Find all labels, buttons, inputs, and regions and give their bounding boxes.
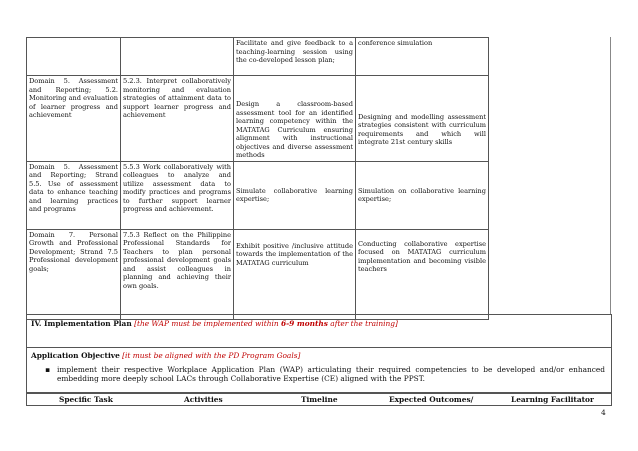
page-number: 4: [601, 408, 606, 417]
domain-cell: Domain 5. Assessment and Reporting; Strand 5.5. Use of assessment data to enhance teaching and learning practices and programs: [27, 161, 121, 229]
output-cell: Simulation on collaborative learning expertise;: [356, 161, 489, 229]
indicator-cell: 5.2.3. Interpret collaboratively monitoring and evaluation strategies of attainment data to support learner progress and achievement: [121, 76, 234, 162]
application-objective-section: [26, 347, 612, 393]
header-expected-outcomes: Expected Outcomes/: [389, 395, 474, 404]
activity-cell: Facilitate and give feedback to a teaching-learning session using the co-developed lesson plan;: [234, 38, 356, 76]
indicator-cell: [121, 38, 234, 76]
application-objective-note: [it must be aligned with the PD Program Goals]: [122, 351, 301, 360]
table-row: [27, 38, 489, 76]
indicator-cell: 5.5.3 Work collaboratively with colleagues to analyze and utilize assessment data to modify practices and programs to further support learner progress and achievement.: [121, 161, 234, 229]
competency-table: [26, 37, 489, 320]
application-objective-heading: Application Objective: [31, 351, 120, 360]
bullet-icon: ▪: [45, 365, 51, 374]
domain-cell: Domain 5. Assessment and Reporting; 5.2. Monitoring and evaluation of learner progress and achievement: [27, 76, 121, 162]
domain-cell: Domain 7. Personal Growth and Professional Development; Strand 7.5 Professional development goals;: [27, 229, 121, 319]
header-timeline: Timeline: [301, 395, 338, 404]
activity-cell: Simulate collaborative learning expertise;: [234, 161, 356, 229]
objective-bullet-text: implement their respective Workplace Application Plan (WAP) articulating their required competencies to be developed and/or enhanced embedding more deeply school LACs through Collaborative Expertise (CE) aligned with the PPST.: [57, 365, 605, 383]
implementation-note: [the WAP must be implemented within 6-9 months after the training]: [134, 319, 398, 328]
table-right-border: [610, 37, 611, 315]
activity-cell: Exhibit positive /inclusive attitude towards the implementation of the MATATAG curriculum: [234, 229, 356, 319]
output-cell: Conducting collaborative expertise focused on MATATAG curriculum implementation and becoming visible teachers: [356, 229, 489, 319]
table-row: [27, 161, 489, 229]
indicator-cell: 7.5.3 Reflect on the Philippine Professional Standards for Teachers to plan personal professional development goals and assist colleagues in planning and achieving their own goals.: [121, 229, 234, 319]
domain-cell: [27, 38, 121, 76]
table-row: [27, 229, 489, 319]
implementation-plan-section: [26, 314, 612, 348]
table-row: [27, 76, 489, 162]
implementation-plan-heading: IV. Implementation Plan: [31, 319, 132, 328]
header-specific-task: Specific Task: [59, 395, 113, 404]
header-learning-facilitator: Learning Facilitator: [511, 395, 594, 404]
output-cell: conference simulation: [356, 38, 489, 76]
plan-table-header: [26, 393, 612, 406]
output-cell: Designing and modelling assessment strategies consistent with curriculum requirements and which will integrate 21st century skills: [356, 76, 489, 162]
activity-cell: Design a classroom-based assessment tool for an identified learning competency within the MATATAG Curriculum ensuring alignment with instructional objectives and diverse assessment methods: [234, 76, 356, 162]
header-activities: Activities: [184, 395, 223, 404]
